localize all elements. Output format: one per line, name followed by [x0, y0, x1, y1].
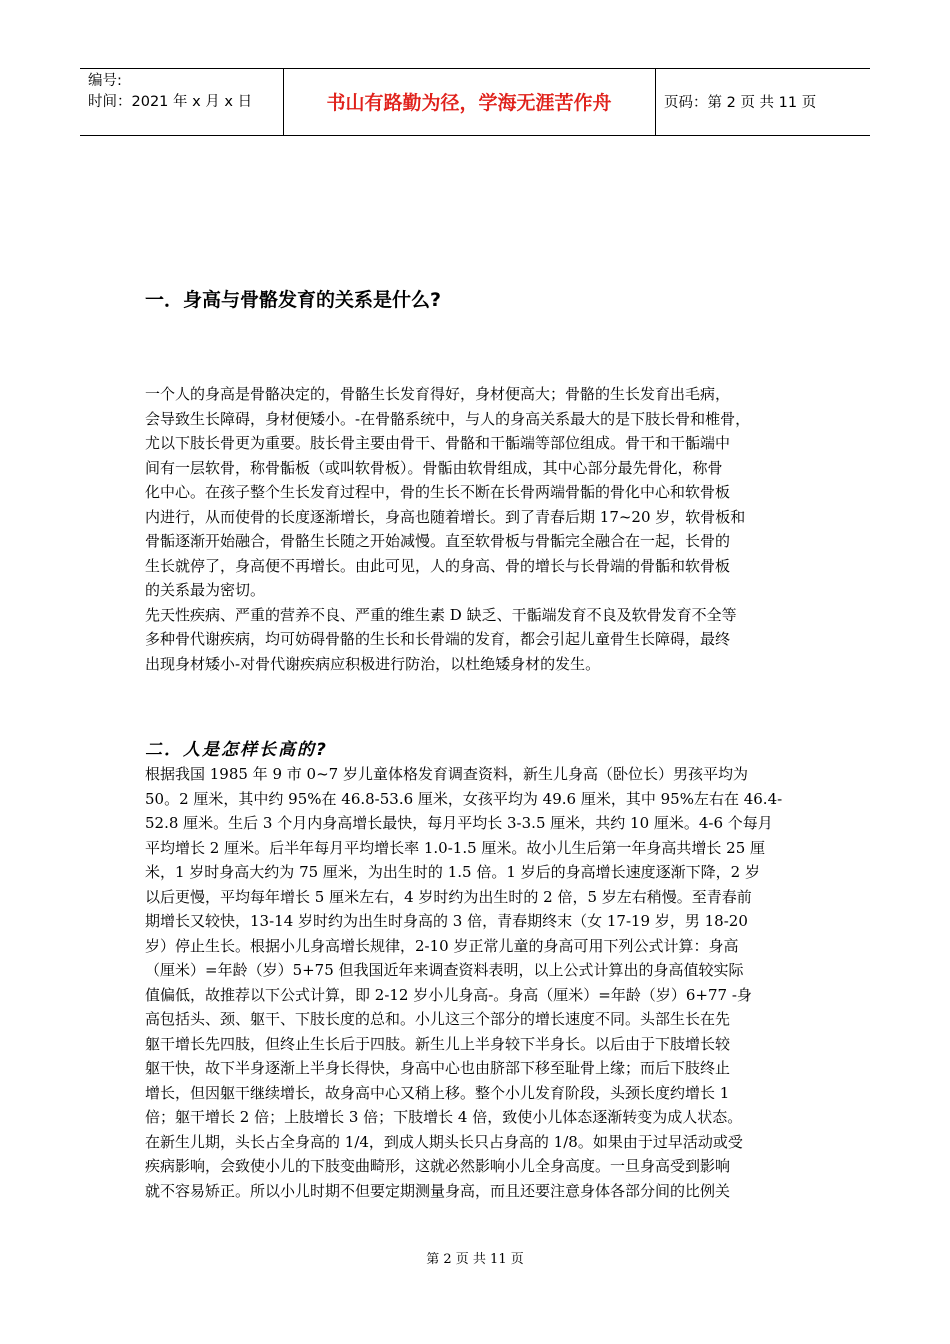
header-page-info: 页码：第 2 页 共 11 页 [664, 95, 817, 111]
document-time-label: 时间：2021 年 x 月 x 日 [88, 94, 253, 110]
paragraph-line: 高包括头、颈、躯干、下肢长度的总和。小儿这三个部分的增长速度不同。头部生长在先 [145, 1010, 731, 1028]
paragraph-line: 52.8 厘米。生后 3 个月内身高增长最快，每月平均长 3-3.5 厘米，共约 10 厘米。4-6 个每月 [145, 814, 773, 832]
paragraph-line: 50。2 厘米，其中约 95%在 46.8-53.6 厘米，女孩平均为 49.6 厘米，其中 95%左右在 46.4- [145, 789, 783, 808]
paragraph-line: 值偏低，故推荐以下公式计算，即 2-12 岁小儿身高-。身高（厘米）=年龄（岁）6+77 -身 [145, 985, 752, 1004]
paragraph-line: 出现身材矮小-对骨代谢疾病应积极进行防治，以杜绝矮身材的发生。 [145, 654, 601, 673]
paragraph-line: 在新生儿期，头长占全身高的 1/4，到成人期头长只占身高的 1/8。如果由于过早活动或受 [145, 1132, 743, 1151]
paragraph-line: （厘米）=年龄（岁）5+75 但我国近年来调查资料表明，以上公式计算出的身高值较实际 [145, 961, 744, 979]
paragraph-line: 躯干快，故下半身逐渐上半身长得快，身高中心也由脐部下移至耻骨上缘；而后下肢终止 [145, 1059, 731, 1077]
paragraph-line: 生长就停了，身高便不再增长。由此可见，人的身高、骨的增长与长骨端的骨骺和软骨板 [145, 556, 731, 575]
paragraph-line: 化中心。在孩子整个生长发育过程中，骨的生长不断在长骨两端骨骺的骨化中心和软骨板 [145, 483, 731, 501]
paragraph-line: 间有一层软骨，称骨骺板（或叫软骨板）。骨骺由软骨组成，其中心部分最先骨化，称骨 [145, 458, 723, 477]
paragraph-line: 增长，但因躯干继续增长，故身高中心又稍上移。整个小儿发育阶段，头颈长度约增长 1 [145, 1083, 730, 1102]
paragraph-line: 平均增长 2 厘米。后半年每月平均增长率 1.0-1.5 厘米。故小儿生后第一年身高共增长 25 厘 [145, 838, 766, 857]
header-divider-right [655, 68, 656, 135]
paragraph-line: 的关系最为密切。 [145, 581, 266, 599]
paragraph-line: 就不容易矫正。所以小儿时期不但要定期测量身高，而且还要注意身体各部分间的比例关 [145, 1181, 731, 1200]
paragraph-line: 一个人的身高是骨骼决定的，骨骼生长发育得好，身材便高大；骨骼的生长发育出毛病， [145, 385, 731, 403]
section-1-body [145, 382, 810, 676]
section-2-title: 二．人是怎样长高的? [145, 740, 328, 760]
paragraph-line: 内进行，从而使骨的长度逐渐增长，身高也随着增长。到了青春后期 17~20 岁，软骨板和 [145, 507, 746, 526]
header-meta [88, 71, 252, 113]
paragraph-line: 多种骨代谢疾病，均可妨碍骨骼的生长和长骨端的发育，都会引起儿童骨生长障碍，最终 [145, 630, 731, 648]
paragraph-line: 躯干增长先四肢，但终止生长后于四肢。新生儿上半身较下半身长。以后由于下肢增长较 [145, 1034, 731, 1053]
paragraph-line: 米，1 岁时身高大约为 75 厘米，为出生时的 1.5 倍。1 岁后的身高增长速度逐渐下降，2 岁 [145, 863, 760, 881]
paragraph-line: 岁）停止生长。根据小儿身高增长规律，2-10 岁正常儿童的身高可用下列公式计算：身高 [145, 936, 739, 955]
section-1-title: 一．身高与骨骼发育的关系是什么? [145, 289, 442, 311]
header-bottom-rule [80, 135, 870, 136]
paragraph-line: 以后更慢，平均每年增长 5 厘米左右，4 岁时约为出生时的 2 倍，5 岁左右稍慢。至青春前 [145, 887, 752, 906]
document-number-label: 编号: [88, 73, 122, 89]
paragraph-line: 骨骺逐渐开始融合，骨骼生长随之开始减慢。直至软骨板与骨骺完全融合在一起，长骨的 [145, 532, 731, 550]
section-2-body [145, 762, 810, 1203]
paragraph-line: 先天性疾病、严重的营养不良、严重的维生素 D 缺乏、干骺端发育不良及软骨发育不全等 [145, 605, 737, 624]
paragraph-line: 倍；躯干增长 2 倍；上肢增长 3 倍；下肢增长 4 倍，致使小儿体态逐渐转变为成人状态。 [145, 1108, 743, 1126]
header-motto: 书山有路勤为径，学海无涯苦作舟 [326, 92, 612, 114]
page-footer: 第 2 页 共 11 页 [426, 1252, 524, 1267]
paragraph-line: 期增长又较快，13-14 岁时约为出生时身高的 3 倍，青春期终末（女 17-19 岁，男 18-20 [145, 912, 748, 930]
paragraph-line: 尤以下肢长骨更为重要。肢长骨主要由骨干、骨骼和干骺端等部位组成。骨干和干骺端中 [145, 434, 731, 452]
paragraph-line: 会导致生长障碍，身材便矮小。-在骨骼系统中，与人的身高关系最大的是下肢长骨和椎骨， [145, 409, 751, 428]
paragraph-line: 根据我国 1985 年 9 市 0~7 岁儿童体格发育调查资料，新生儿身高（卧位长）男孩平均为 [145, 765, 748, 783]
paragraph-line: 疾病影响，会致使小儿的下肢变曲畸形，这就必然影响小儿全身高度。一旦身高受到影响 [145, 1157, 731, 1175]
